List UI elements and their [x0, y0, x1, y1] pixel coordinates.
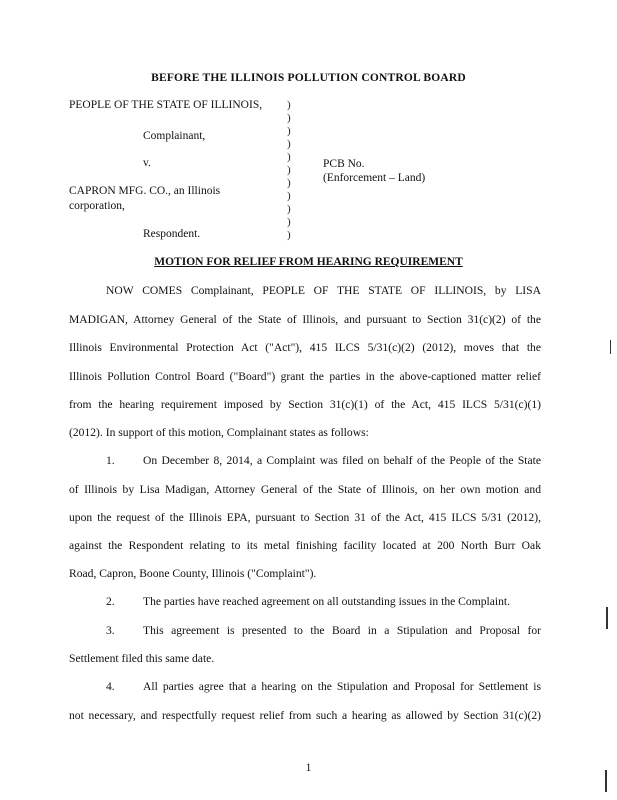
item-line: of Illinois by Lisa Madigan, Attorney General of the State of Illinois, on her own motion and [69, 483, 541, 496]
document-page: BEFORE THE ILLINOIS POLLUTION CONTROL BOARD PEOPLE OF THE STATE OF ILLINOIS, Complainant, v. CAPRON MFG. CO., an Illinois corporation, Respondent. PCB No. (Enforcement – Land) ) ) ) ) ) ) ) ) ) ) ) MOTION FOR RELIEF FROM HEARING REQUIREMENT NOW COMES Complainant, PEOPLE OF THE STATE OF ILLINOIS, by LISA MADIGAN, Attorney General of the State of Illinois, and pursuant to Section 31(c)(2) of the Illinois Environmental Protection Act ("Act"), 415 ILCS 5/31(c)(2) (2012), moves that the Illinois Pollution Control Board ("Board") grant the parties in the above-captioned matter relief from the hearing requirement imposed by Section 31(c)(1) of the Act, 415 ILCS 5/31(c)(1) (2012). In support of this motion, Complainant states as follows: 1. On December 8, 2014, a Complaint was filed on behalf of the People of the State of Illinois by Lisa Madigan, Attorney General of the State of Illinois, on her own motion and upon the request of the Illinois EPA, pursuant to Section 31 of the Act, 415 ILCS 5/31 (2012), against the Respondent relating to its metal finishing facility located at 200 North Burr Oak Road, Capron, Boone County, Illinois ("Complaint"). 2. The parties have reached agreement on all outstanding issues in the Complaint. 3. This agreement is presented to the Board in a Stipulation and Proposal for Settlement filed this same date. 4. All parties agree that a hearing on the Stipulation and Proposal for Settlement is not necessary, and respectfully request relief from such a hearing as allowed by Section 31(c)(2) 1 [0, 0, 617, 800]
defendant-role: Respondent. [143, 228, 201, 240]
item-number: 4. [106, 680, 115, 693]
defendant-name: CAPRON MFG. CO., an Illinois [69, 185, 221, 197]
item-line: On December 8, 2014, a Complaint was filed on behalf of the People of the State [143, 454, 541, 467]
intro-line: from the hearing requirement imposed by Section 31(c)(1) of the Act, 415 ILCS 5/31(c)(1) [69, 398, 541, 411]
scan-mark [605, 770, 607, 792]
scan-mark [606, 607, 608, 629]
item-line: upon the request of the Illinois EPA, pursuant to Section 31 of the Act, 415 ILCS 5/31 (2012), [69, 511, 541, 524]
page-number: 1 [305, 762, 312, 774]
case-type: (Enforcement – Land) [323, 172, 426, 184]
defendant-name-line2: corporation, [69, 200, 125, 212]
court-heading: BEFORE THE ILLINOIS POLLUTION CONTROL BOARD [151, 72, 466, 84]
intro-line: Illinois Environmental Protection Act ("Act"), 415 ILCS 5/31(c)(2) (2012), moves that the [69, 341, 541, 354]
versus-label: v. [143, 157, 151, 169]
plaintiff-role: Complainant, [143, 130, 206, 142]
item-number: 3. [106, 624, 115, 637]
scan-mark [610, 340, 611, 354]
plaintiff-name: PEOPLE OF THE STATE OF ILLINOIS, [69, 99, 263, 111]
case-number-label: PCB No. [323, 158, 365, 170]
intro-line: MADIGAN, Attorney General of the State of Illinois, and pursuant to Section 31(c)(2) of the [69, 313, 541, 326]
item-line: This agreement is presented to the Board in a Stipulation and Proposal for [143, 624, 541, 637]
motion-title: MOTION FOR RELIEF FROM HEARING REQUIREMENT [154, 256, 463, 268]
intro-line: NOW COMES Complainant, PEOPLE OF THE STATE OF ILLINOIS, by LISA [106, 284, 541, 297]
item-line: Settlement filed this same date. [69, 652, 215, 665]
item-line: Road, Capron, Boone County, Illinois ("Complaint"). [69, 567, 317, 580]
intro-line: (2012). In support of this motion, Complainant states as follows: [69, 426, 369, 439]
item-line: against the Respondent relating to its metal finishing facility located at 200 North Burr Oak [69, 539, 541, 552]
item-line: not necessary, and respectfully request relief from such a hearing as allowed by Section 31(c)(2) [69, 709, 541, 722]
item-number: 1. [106, 454, 115, 467]
item-number: 2. [106, 595, 115, 608]
intro-line: Illinois Pollution Control Board ("Board") grant the parties in the above-captioned matter relief [69, 370, 541, 383]
item-line: All parties agree that a hearing on the Stipulation and Proposal for Settlement is [143, 680, 541, 693]
item-line: The parties have reached agreement on all outstanding issues in the Complaint. [143, 595, 511, 608]
